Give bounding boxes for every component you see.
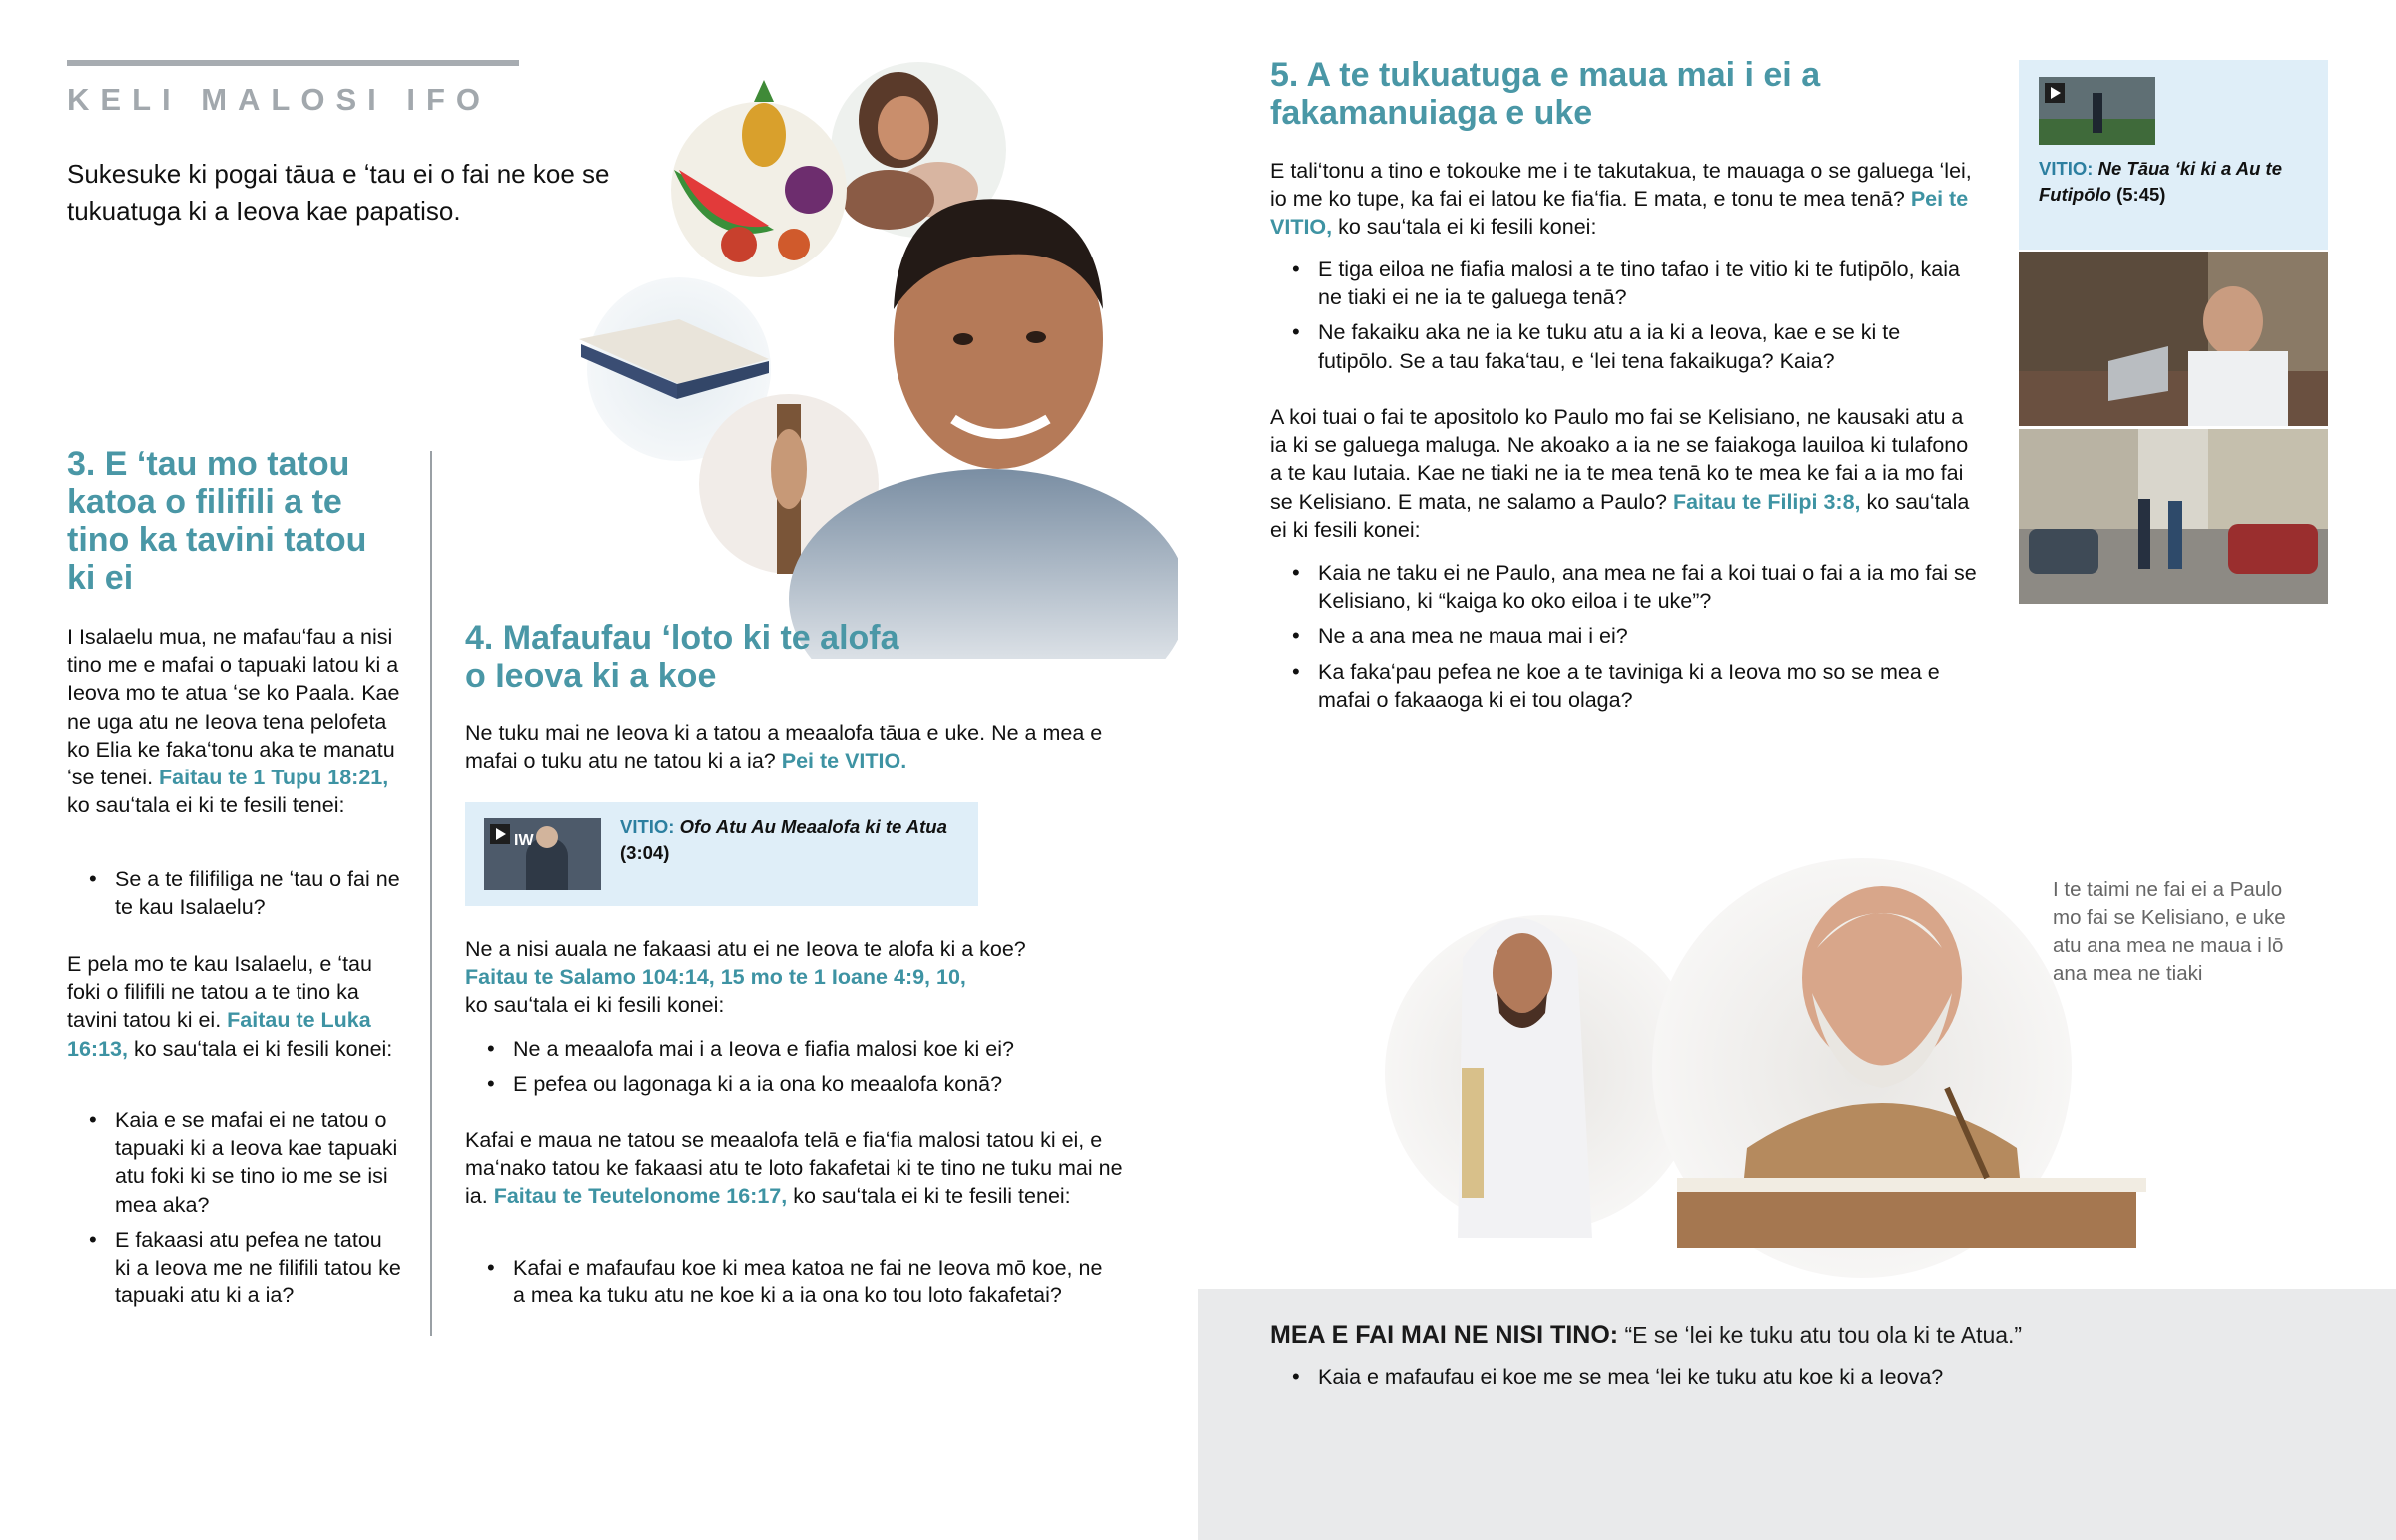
section-5-paragraph-1 [1270,157,1979,242]
video-duration: (3:04) [620,842,670,863]
question-item: • Kaia e se mafai ei ne tatou o tapuaki ki a Ieova kae tapuaki atu foki ki se tino io me se isi mea aka? [67,1106,401,1219]
section-3-questions-1 [67,865,401,928]
play-icon[interactable] [490,824,510,844]
section-4-paragraph-1 [465,719,1114,774]
photo-man-at-laptop [2019,252,2328,426]
section-4-questions-2 [465,1254,1114,1316]
question-item: • Kaia e mafaufau ei koe me se mea ʻlei ke tuku atu koe ki a Ieova? [1270,1363,2348,1391]
question-item: • E fakaasi atu pefea ne tatou ki a Ieova me ne filifili tatou ke tapuaki atu ki a ia? [67,1226,401,1310]
scripture-link-deuteronomy[interactable]: Faitau te Teutelonome 16:17, [493,1184,788,1209]
player-silhouette [2093,93,2102,133]
section-3-paragraph-2 [67,950,401,1063]
section-4-text-3: Kafai e maua ne tatou se meaalofa telā e fiaʻfia malosi tatou ki ei, e maʻnako tatou ke fakaasi atu te loto fakafetai ki te tino ne tuku mai ne ia. [465,1128,1123,1209]
section-3-text-1: I Isalaelu mua, ne mafauʻfau a nisi tino me e mafai o tapuaki latou ki a Ieova mo te atua ʻse ko Paala. Kae ne uga atu ne Ieova tena pelofeta ko Elia ke fakaʻtonu aka te manatu ʻse tenei. [67,625,400,790]
video-title: Ofo Atu Au Meaalofa ki te Atua [679,816,947,837]
section-4-text-2: Ne a nisi auala ne fakaasi atu ei ne Ieova te alofa ki a koe? [465,937,1026,961]
video-thumbnail[interactable] [2039,77,2155,145]
video-badge: IW [514,832,534,849]
question-item: • Ne fakaiku aka ne ia ke tuku atu a ia ki a Ieova, kae e se ki te futipōlo. Se a tau fakaʻtau, e ʻlei tena fakaikuga? Kaia? [1270,318,1979,374]
section-5-text-1b: ko sauʻtala ei ki fesili konei: [1338,215,1597,240]
section-4-questions-1 [465,1035,1114,1105]
scripture-link-1-kings[interactable]: Faitau te 1 Tupu 18:21, [159,766,389,790]
question-item: • Ka fakaʻpau pefea ne koe a te taviniga ki a Ieova mo so se mea e mafai o fakaaoga ki ei tou olaga? [1270,658,1979,714]
watch-video-link[interactable]: Pei te VITIO, [1270,187,1969,240]
scripture-link-luke[interactable]: Faitau te Luka 16:13, [67,1008,371,1061]
question-item: • Ne a meaalofa mai i a Ieova e fiafia malosi koe ki ei? [465,1035,1114,1063]
section-4-text-3b: ko sauʻtala ei ki te fesili tenei: [793,1184,1071,1209]
question-item: • Ne a ana mea ne maua mai i ei? [1270,622,1979,650]
video-thumbnail[interactable] [484,818,601,890]
video-label: VITIO: [2039,158,2094,179]
video-card-gifts[interactable] [465,802,978,906]
section-5-text-2: A koi tuai o fai te apositolo ko Paulo mo fai se Kelisiano, ne kausaki atu a ia ki se galuega maluga. Ne akoako a ia ne se faiakoga lauiloa ki tulafono a te kau Iutaia. Kae ne tiaki ne ia te mea tenā ko te mea ke fai a ia mo fai se Kelisiano. E mata, ne salamo a Paulo? [1270,405,1969,514]
section-3-questions-2 [67,1106,401,1316]
question-item: • E pefea ou lagonaga ki a ia ona ko meaalofa konā? [465,1070,1114,1098]
photo-street-scene [2019,429,2328,604]
question-item: • Kaia ne taku ei ne Paulo, ana mea ne fai a koi tuai o fai a ia mo fai se Kelisiano, ki “kaiga ko oko eiloa i te uke”? [1270,559,1979,615]
presenter-head [536,826,558,848]
section-4-title: 4. Mafaufau ʻloto ki te alofa o Ieova ki a koe [465,619,899,695]
section-kicker: KELI MALOSI IFO [67,82,492,117]
footer-lead: MEA E FAI MAI NE NISI TINO: [1270,1321,1619,1349]
section-5-text-1: E taliʻtonu a tino e tokouke me i te takutakua, te mauaga o se galuega ʻlei, io me ko tupe, ka fai ei latou ke fiaʻfia. E mata, e tonu te mea tenā? [1270,159,1972,212]
scripture-link-psalm-john[interactable]: Faitau te Salamo 104:14, 15 mo te 1 Ioane 4:9, 10, [465,965,966,990]
footer-questions [1270,1363,2348,1398]
section-5-paragraph-2 [1270,403,1979,544]
footer-quote: “E se ʻlei ke tuku atu tou ola ki te Atua.” [1624,1322,2023,1348]
intro-text: Sukesuke ki pogai tāua e ʻtau ei o fai ne koe se tukuatuga ki a Ieova kae papatiso. [67,159,610,226]
video-title-block [2039,156,2318,208]
section-4-paragraph-3 [465,1126,1124,1211]
scripture-link-philippians[interactable]: Faitau te Filipi 3:8, [1672,489,1861,514]
column-divider [430,451,432,1336]
collage-illustration [559,40,1178,659]
section-4-paragraph-2 [465,935,1114,1020]
video-card-football[interactable] [2019,60,2328,250]
video-title-block [620,814,964,866]
footer-objection [1270,1319,2348,1351]
section-3-text-2b: ko sauʻtala ei ki fesili konei: [133,1036,393,1061]
video-label: VITIO: [620,816,675,837]
section-4-text-2b: ko sauʻtala ei ki fesili konei: [465,993,725,1018]
header-rule [67,60,519,66]
section-5-text-2b: ko sauʻtala ei ki fesili konei: [1270,489,1970,542]
question-item: • E tiga eiloa ne fiafia malosi a te tino tafao i te vitio ki te futipōlo, kaia ne tiaki ei ne ia te galuega tenā? [1270,256,1979,311]
section-4-text-1: Ne tuku mai ne Ieova ki a tatou a meaalofa tāua e uke. Ne a mea e mafai o tuku atu ne tatou ki a ia? [465,721,1103,773]
question-item: • Se a te filifiliga ne ʻtau o fai ne te kau Isalaelu? [67,865,401,921]
section-5-questions-2 [1270,559,1979,721]
question-item: • Kafai e mafaufau koe ki mea katoa ne fai ne Ieova mō koe, ne a mea ka tuku atu ne koe ki a ia ona ko tou loto fakafetai? [465,1254,1114,1309]
section-3-title: 3. E ʻtau mo tatou katoa o filifili a te tino ka tavini tatou ki ei [67,445,367,597]
section-5-title: 5. A te tukuatuga e maua mai i ei a fakamanuiaga e uke [1270,56,1821,132]
section-3-text-1b: ko sauʻtala ei ki te fesili tenei: [67,793,345,818]
play-icon[interactable] [2045,83,2065,103]
watch-video-link[interactable]: Pei te VITIO. [781,749,907,773]
video-duration: (5:45) [2116,184,2166,205]
section-3-paragraph-1 [67,623,401,819]
section-3-text-2: E pela mo te kau Isalaelu, e ʻtau foki o filifili ne tatou a te tino ka tavini tatou ki ei. [67,952,372,1033]
section-5-questions-1 [1270,256,1979,382]
illustration-caption: I te taimi ne fai ei a Paulo mo fai se Kelisiano, e uke atu ana mea ne maua i lō ana mea ne tiaki [2053,878,2286,985]
video-title: Ne Tāua ʻki ki a Au te Futipōlo [2039,158,2283,205]
